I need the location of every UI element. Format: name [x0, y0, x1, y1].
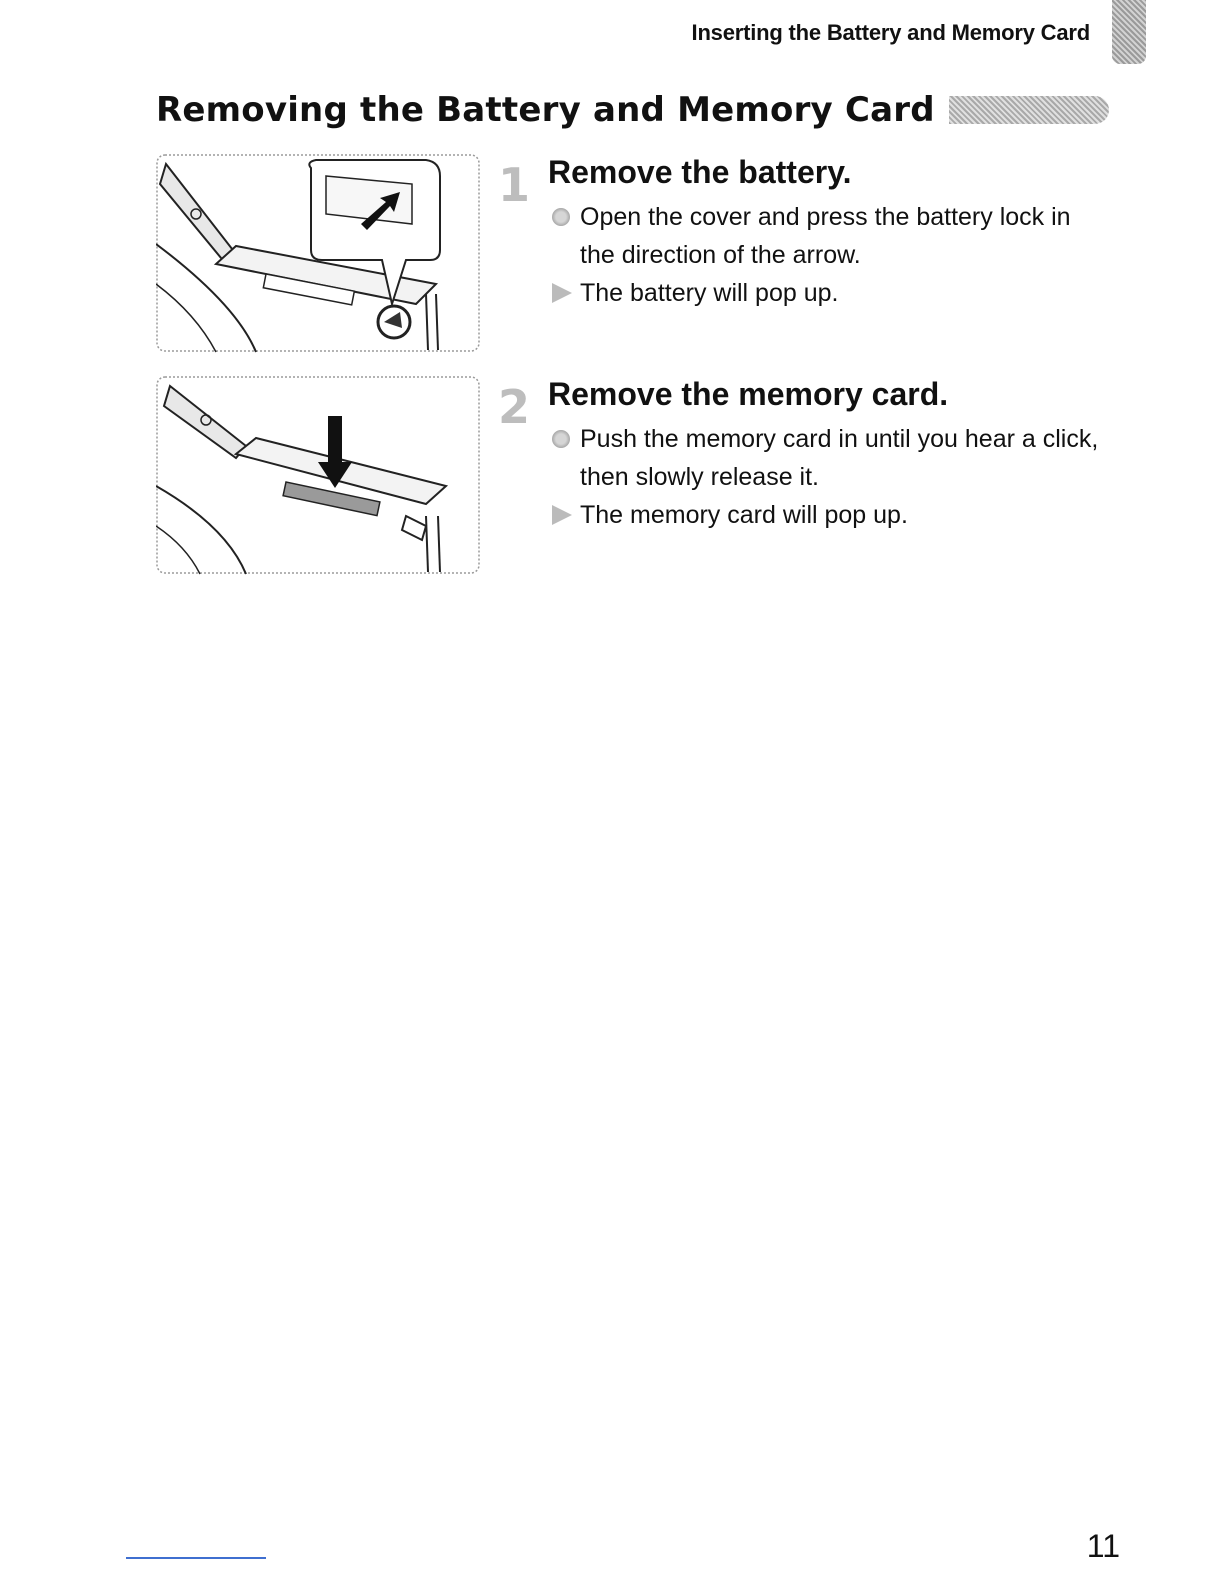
step-number-1: 1: [497, 158, 530, 212]
result-text: The battery will pop up.: [580, 279, 839, 307]
step-body-2: [548, 420, 1108, 534]
result-item: [548, 496, 1108, 534]
instruction-item: [548, 198, 1108, 274]
section-title-text: Removing the Battery and Memory Card: [156, 90, 935, 130]
footer-rule: [126, 1557, 266, 1559]
camera-memory-card-illustration: [156, 376, 482, 576]
result-arrow-icon: [552, 505, 572, 525]
section-title: [156, 90, 1109, 130]
running-header: Inserting the Battery and Memory Card: [691, 20, 1090, 45]
instruction-item: [548, 420, 1108, 496]
step-number-2: 2: [497, 380, 530, 434]
instruction-text: Open the cover and press the battery lock in the direction of the arrow.: [580, 203, 1071, 269]
bullet-icon: [552, 430, 570, 448]
chapter-thumb-tab: [1112, 0, 1146, 64]
result-item: [548, 274, 1108, 312]
instruction-text: Push the memory card in until you hear a click, then slowly release it.: [580, 425, 1099, 491]
step-heading-1: Remove the battery.: [548, 154, 852, 190]
page-number: 11: [1086, 1528, 1120, 1564]
result-arrow-icon: [552, 283, 572, 303]
camera-battery-lock-illustration: [156, 154, 482, 354]
step-body-1: [548, 198, 1108, 312]
section-title-bar: [949, 96, 1109, 124]
step-1: [156, 150, 1116, 370]
bullet-icon: [552, 208, 570, 226]
result-text: The memory card will pop up.: [580, 501, 908, 529]
step-heading-2: Remove the memory card.: [548, 376, 949, 412]
step-2: [156, 372, 1116, 592]
